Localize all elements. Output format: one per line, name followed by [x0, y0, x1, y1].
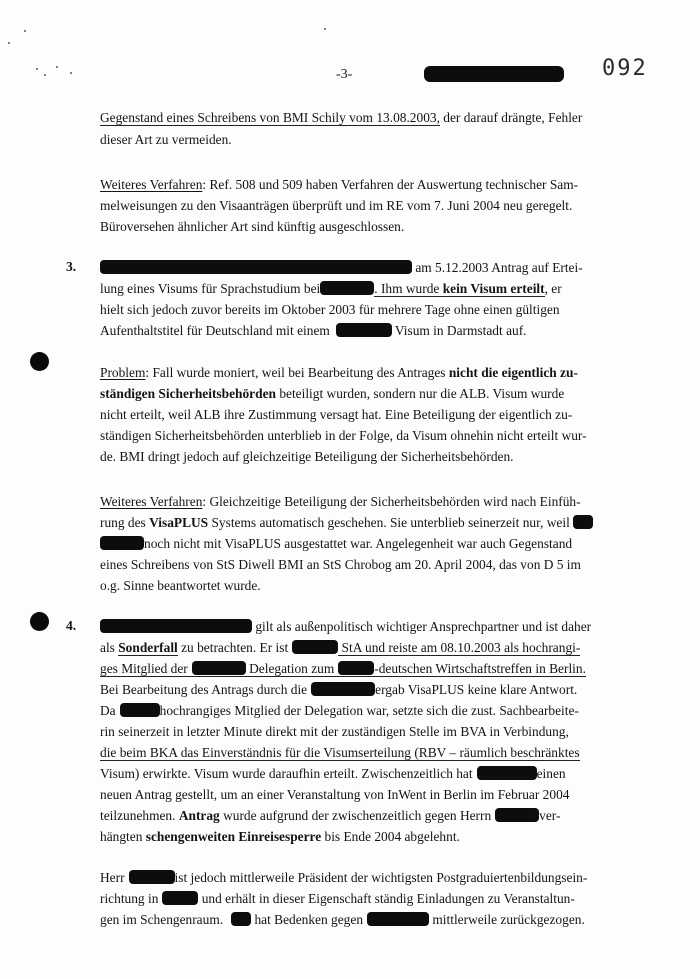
- redaction-bar: [100, 536, 144, 550]
- redaction-bar: [311, 682, 375, 696]
- text-fragment: : Ref. 508 und 509 haben Verfahren der Auswertung technischer Sam-: [202, 177, 579, 192]
- underlined-phrase: die beim BKA das Einverständnis für die Visumserteilung (RBV – räumlich beschränktes: [100, 745, 580, 760]
- text-line: ständigen Sicherheitsbehörden unterblieb in der Folge, da Visum ohnehin nicht erteilt wur-: [100, 428, 587, 443]
- text-fragment: : Fall wurde moniert, weil bei Bearbeitung des Antrages: [145, 365, 449, 380]
- text-line: nicht erteilt, weil ALB ihre Zustimmung versagt hat. Eine Beteiligung der eigentlich zu-: [100, 407, 573, 422]
- text-line: [100, 493, 581, 511]
- redaction-bar: [100, 619, 252, 633]
- text-line: [100, 109, 582, 127]
- text-fragment: -deutschen Wirtschaftstreffen in Berlin.: [374, 661, 586, 676]
- text-line: melweisungen zu den Visaanträgen überprüft und im RE vom 7. Juni 2004 neu geregelt.: [100, 198, 573, 213]
- bold-phrase: VisaPLUS: [149, 515, 209, 530]
- redaction-bar: [336, 323, 392, 337]
- redaction-bar: [338, 661, 374, 675]
- text-fragment: mittlerweile zurückgezogen.: [429, 912, 585, 927]
- header-redaction: [424, 66, 564, 82]
- text-fragment: beteiligt wurden, sondern nur die ALB. Visum wurde: [275, 386, 565, 401]
- text-line: [100, 702, 579, 720]
- text-line: dieser Art zu vermeiden.: [100, 132, 232, 147]
- scan-speck: [324, 28, 326, 30]
- stamp-number: 092: [602, 56, 648, 81]
- text-fragment: gen im Schengenraum.: [100, 912, 224, 927]
- underlined-reference: Gegenstand eines Schreibens von BMI Schily vom 13.08.2003,: [100, 110, 440, 125]
- text-fragment: Herr: [100, 870, 125, 885]
- text-line: [100, 765, 566, 783]
- scan-speck: [36, 68, 38, 70]
- scan-speck: [24, 30, 26, 32]
- redaction-bar: [129, 870, 175, 884]
- scan-speck: [8, 42, 10, 44]
- redaction-bar: [100, 260, 412, 274]
- punch-hole: [30, 612, 49, 631]
- text-line: o.g. Sinne beantwortet wurde.: [100, 578, 261, 593]
- text-line: [100, 514, 593, 532]
- text-fragment: ist jedoch mittlerweile Präsident der wichtigsten Postgraduiertenbildungsein-: [174, 870, 588, 885]
- text-fragment: noch nicht mit VisaPLUS ausgestattet war. Angelegenheit war auch Gegenstand: [144, 536, 573, 551]
- text-fragment: am 5.12.2003 Antrag auf Ertei-: [412, 260, 583, 275]
- bold-phrase: Antrag: [178, 808, 220, 823]
- text-fragment: bis Ende 2004 abgelehnt.: [321, 829, 460, 844]
- text-fragment: Visum in Darmstadt auf.: [391, 323, 527, 338]
- bold-phrase: Sonderfall: [118, 640, 178, 655]
- text-fragment: und erhält in dieser Eigenschaft ständig Einladungen zu Veranstaltun-: [198, 891, 575, 906]
- bold-phrase: kein Visum erteilt: [442, 281, 545, 296]
- text-line: neuen Antrag gestellt, um an einer Veranstaltung von InWent in Berlin im Februar 2004: [100, 787, 570, 802]
- text-fragment: hängten: [100, 829, 146, 844]
- redaction-bar: [162, 891, 198, 905]
- text-fragment: als: [100, 640, 119, 655]
- text-line: de. BMI dringt jedoch auf gleichzeitige Beteiligung der Sicherheitsbehörden.: [100, 449, 514, 464]
- text-line: [100, 176, 578, 194]
- page-marker: -3-: [336, 67, 353, 82]
- text-fragment: Da: [100, 703, 116, 718]
- text-fragment: ver-: [539, 808, 561, 823]
- text-fragment: ergab VisaPLUS keine klare Antwort.: [375, 682, 578, 697]
- text-fragment: lung eines Visums für Sprachstudium bei: [100, 281, 321, 296]
- underlined-phrase: StA und reiste am 08.10.2003 als hochrangi-: [338, 640, 581, 655]
- underlined-phrase: [374, 281, 544, 297]
- text-fragment: richtung in: [100, 891, 159, 906]
- text-line: [100, 259, 583, 277]
- text-fragment: wurde aufgrund der zwischenzeitlich gegen Herrn: [219, 808, 492, 823]
- scan-speck: [44, 74, 46, 76]
- text-fragment: gilt als außenpolitisch wichtiger Ansprechpartner und ist daher: [252, 619, 592, 634]
- text-fragment: hochrangiges Mitglied der Delegation war, setzte sich die zust. Sachbearbeite-: [159, 703, 579, 718]
- redaction-bar: [573, 515, 593, 529]
- text-line: hielt sich jedoch zuvor bereits im Oktober 2003 für mehrere Tage ohne einen gültigen: [100, 302, 560, 317]
- text-line: eines Schreibens von StS Diwell BMI an StS Chrobog am 20. April 2004, das von D 5 im: [100, 557, 581, 572]
- text-fragment: Delegation zum: [245, 661, 335, 676]
- text-line: rin seinerzeit in letzter Minute direkt mit der zuständigen Stelle im BVA in Verbindung,: [100, 724, 569, 739]
- text-fragment: Bei Bearbeitung des Antrags durch die: [100, 682, 308, 697]
- text-line: Büroversehen ähnlicher Art sind künftig ausgeschlossen.: [100, 219, 405, 234]
- text-line: [100, 322, 527, 340]
- bold-phrase: ständigen Sicherheitsbehörden: [100, 386, 276, 401]
- text-line: [100, 639, 580, 657]
- text-line: [100, 618, 591, 636]
- text-fragment: . Ihm wurde: [374, 281, 443, 296]
- punch-hole: [30, 352, 49, 371]
- text-line: [100, 681, 577, 699]
- section-heading: Weiteres Verfahren: [100, 177, 203, 192]
- text-fragment: teilzunehmen.: [100, 808, 179, 823]
- text-fragment: rung des: [100, 515, 150, 530]
- redaction-bar: [367, 912, 429, 926]
- redaction-bar: [231, 912, 251, 926]
- section-heading: Problem: [100, 365, 146, 380]
- text-line: [100, 807, 560, 825]
- text-fragment: der darauf drängte, Fehler: [439, 110, 583, 125]
- text-line: [100, 364, 578, 382]
- text-line: [100, 890, 575, 908]
- redaction-bar: [192, 661, 246, 675]
- scan-speck: [56, 66, 58, 68]
- item-number: 4.: [66, 618, 77, 633]
- text-fragment: hat Bedenken gegen: [251, 912, 364, 927]
- bold-phrase: schengenweiten Einreisesperre: [145, 829, 322, 844]
- redaction-bar: [120, 703, 160, 717]
- item-number: 3.: [66, 259, 77, 274]
- underlined-phrase: [100, 661, 586, 677]
- text-line: [100, 828, 460, 846]
- text-line: [100, 535, 572, 553]
- text-line: [100, 660, 586, 678]
- text-line: [100, 744, 580, 762]
- text-fragment: ges Mitglied der: [100, 661, 188, 676]
- text-fragment: einen: [536, 766, 566, 781]
- redaction-bar: [495, 808, 539, 822]
- text-fragment: , er: [544, 281, 562, 296]
- text-line: [100, 280, 562, 298]
- redaction-bar: [292, 640, 338, 654]
- text-fragment: Aufenthaltstitel für Deutschland mit einem: [100, 323, 330, 338]
- scan-speck: [70, 72, 72, 74]
- text-line: [100, 869, 587, 887]
- text-fragment: Visum) erwirkte. Visum wurde daraufhin erteilt. Zwischenzeitlich hat: [100, 766, 473, 781]
- bold-phrase: nicht die eigentlich zu-: [448, 365, 578, 380]
- text-line: [100, 385, 564, 403]
- text-line: [100, 911, 585, 929]
- redaction-bar: [477, 766, 537, 780]
- text-fragment: zu betrachten. Er ist: [177, 640, 289, 655]
- text-fragment: Systems automatisch geschehen. Sie unterblieb seinerzeit nur, weil: [208, 515, 570, 530]
- text-fragment: : Gleichzeitige Beteiligung der Sicherheitsbehörden wird nach Einfüh-: [202, 494, 581, 509]
- section-heading: Weiteres Verfahren: [100, 494, 203, 509]
- redaction-bar: [320, 281, 374, 295]
